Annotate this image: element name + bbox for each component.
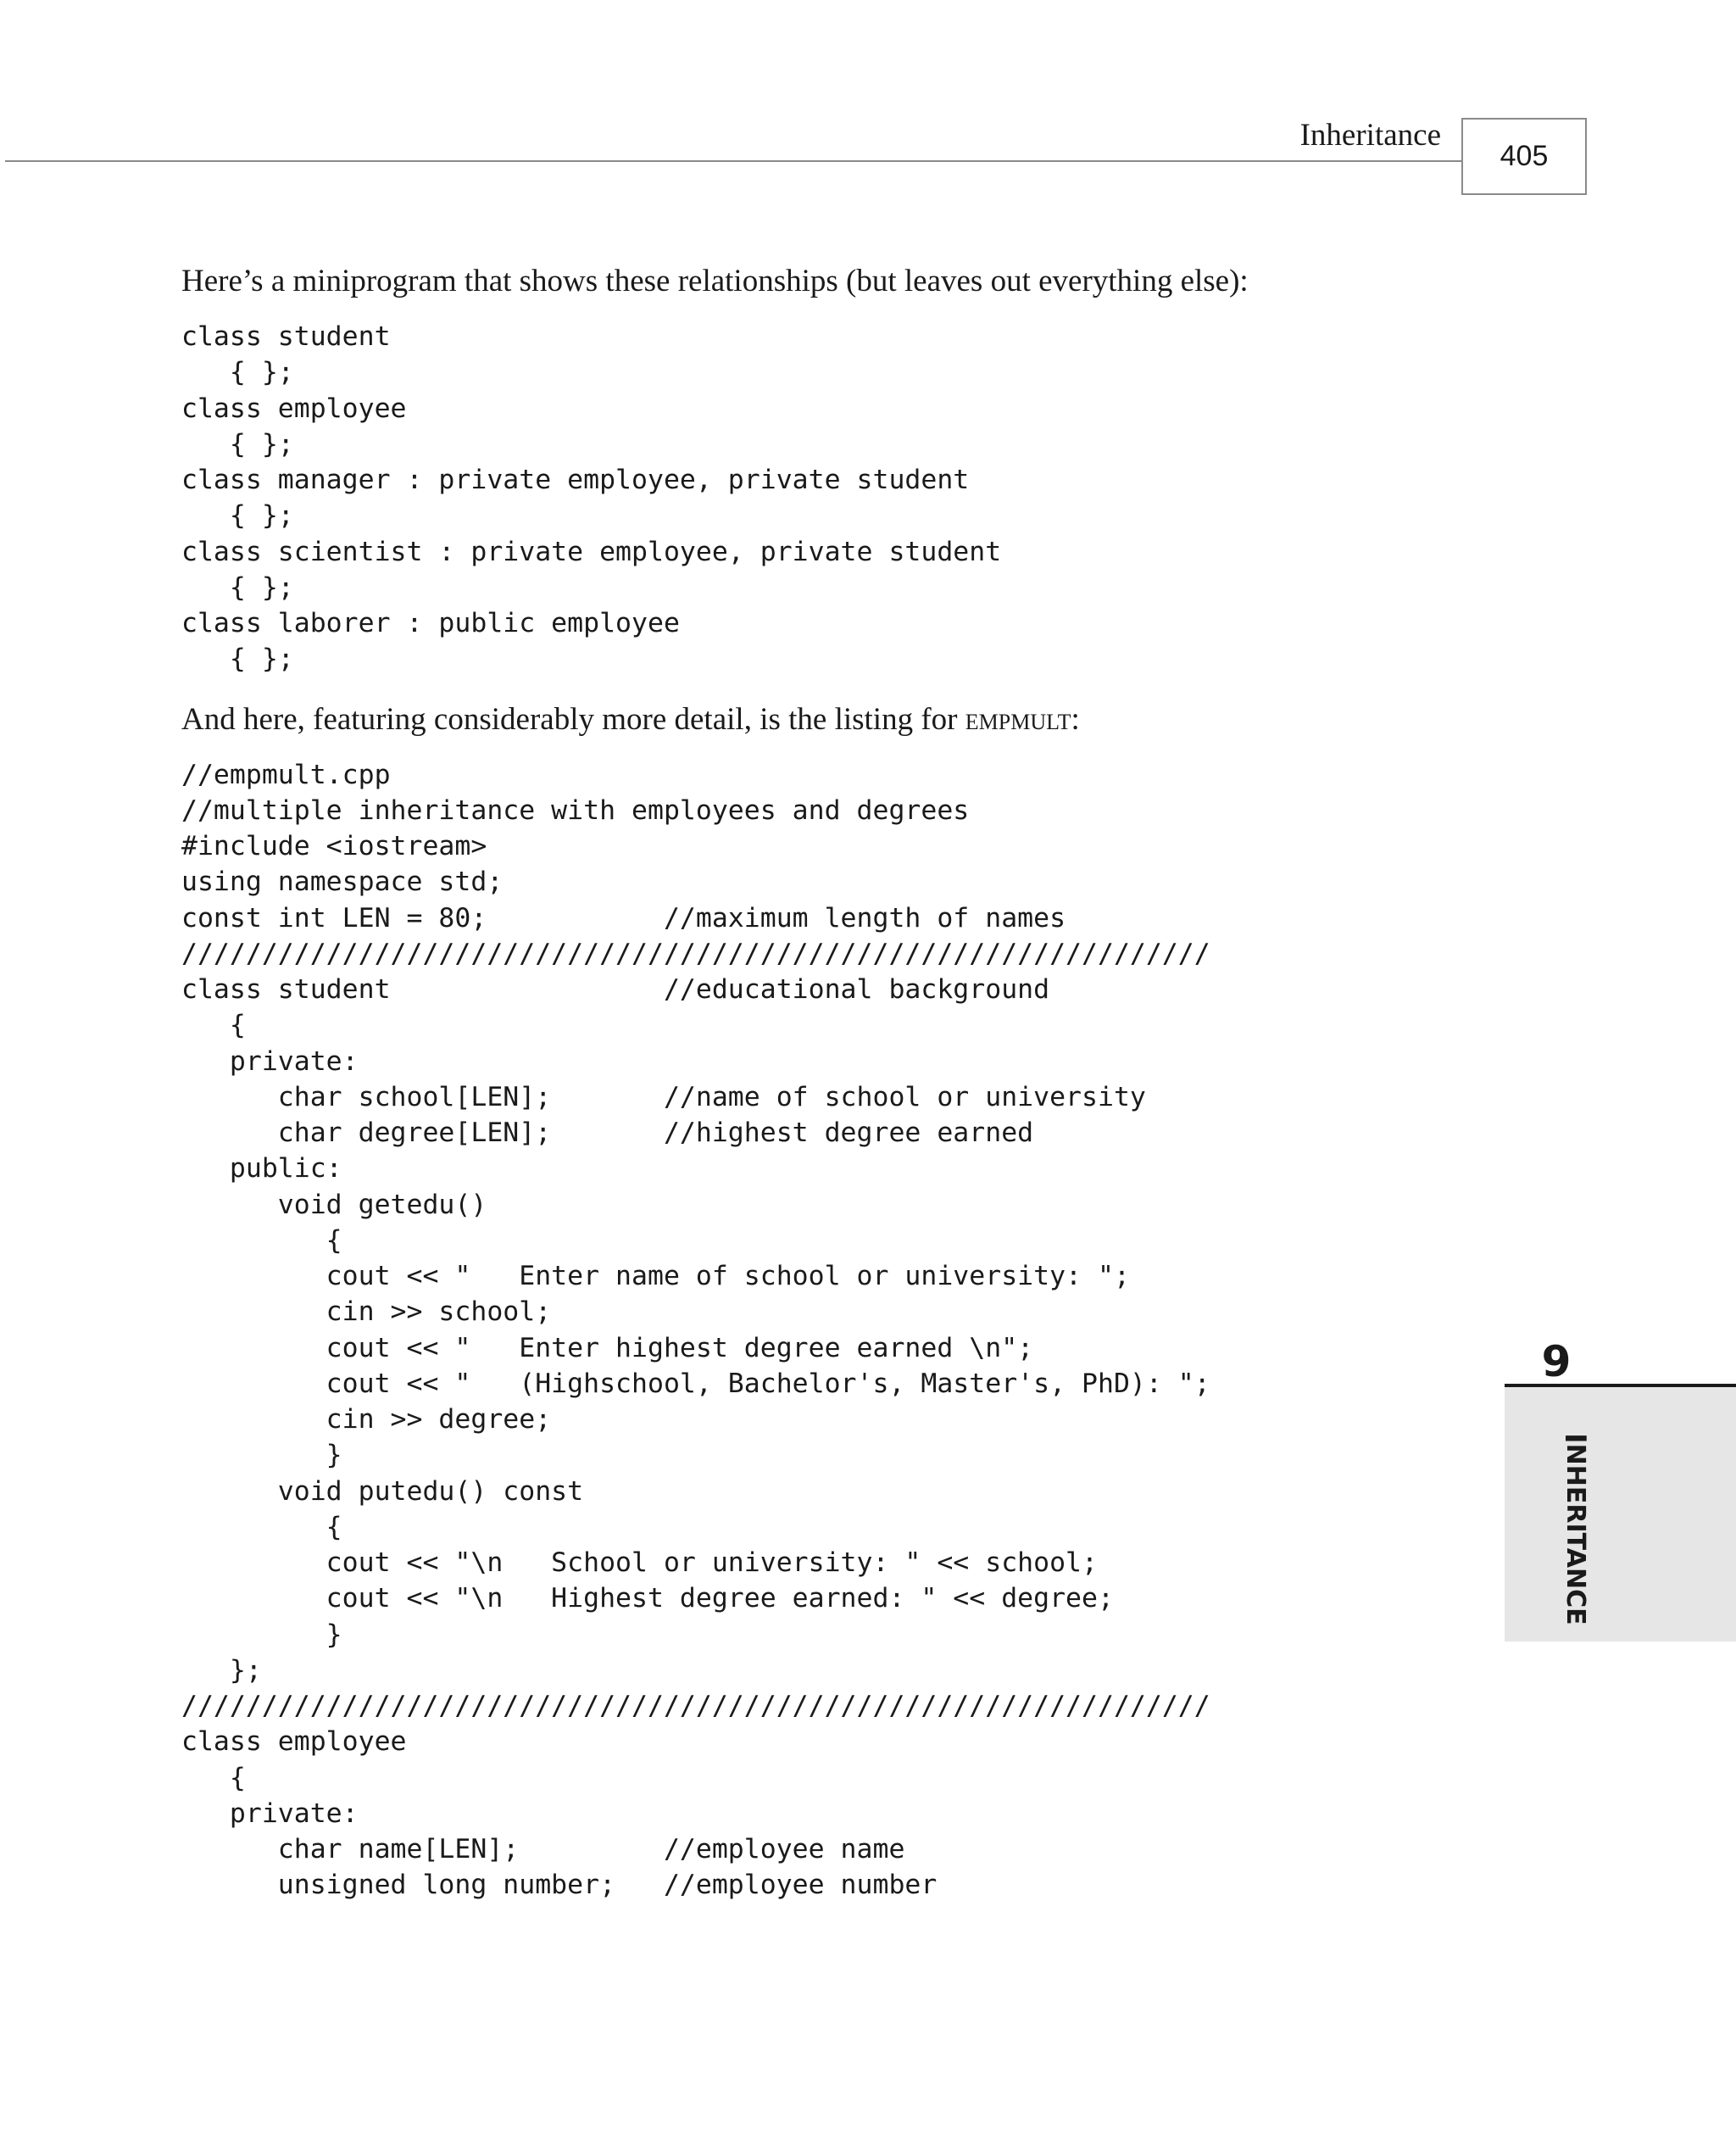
code-listing-relationships: class student { }; class employee { }; class manager : private employee, private student { }; class scientist : private employee, private student { }; class laborer : public employee { }; [181, 321, 1002, 675]
page-number: 405 [1500, 140, 1549, 172]
running-title: Inheritance [1299, 118, 1441, 153]
page-content [181, 259, 1453, 1904]
page-number-box [1461, 118, 1587, 195]
code-listing-empmult: //empmult.cpp //multiple inheritance with employees and degrees #include <iostream> using namespace std; const int LEN = 80; //maximum length of names //////////////////////////////////////////////////////////////// class student //educational background { private: char school[LEN]; //name of school or university char degree[LEN]; //highest degree earned public: void getedu() { cout << " Enter name of school or university: "; cin >> school; cout << " Enter highest degree earned \n"; cout << " (Highschool, Bachelor's, Master's, PhD): "; cin >> degree; } void putedu() const { cout << "\n School or university: " << school; cout << "\n Highest degree earned: " << degree; } }; //////////////////////////////////////////////////////////////// class employee { private: char name[LEN]; //employee name unsigned long number; //employee number [181, 759, 1210, 1901]
intro-paragraph: Here’s a miniprogram that shows these relationships (but leaves out everything else): [181, 264, 1249, 298]
header-rule [5, 160, 1462, 162]
program-name: empmult [965, 701, 1071, 737]
chapter-thumb-tab [1505, 1387, 1736, 1642]
chapter-number: 9 [1541, 1337, 1572, 1386]
chapter-label-initial: I [1558, 1433, 1592, 1444]
listing-intro-paragraph [181, 698, 1453, 742]
listing-intro-text: And here, featuring considerably more detail, is the listing for [181, 701, 965, 737]
chapter-label [1558, 1433, 1592, 1625]
listing-intro-colon: : [1071, 701, 1080, 737]
chapter-label-rest: NHERITANCE [1561, 1443, 1590, 1625]
